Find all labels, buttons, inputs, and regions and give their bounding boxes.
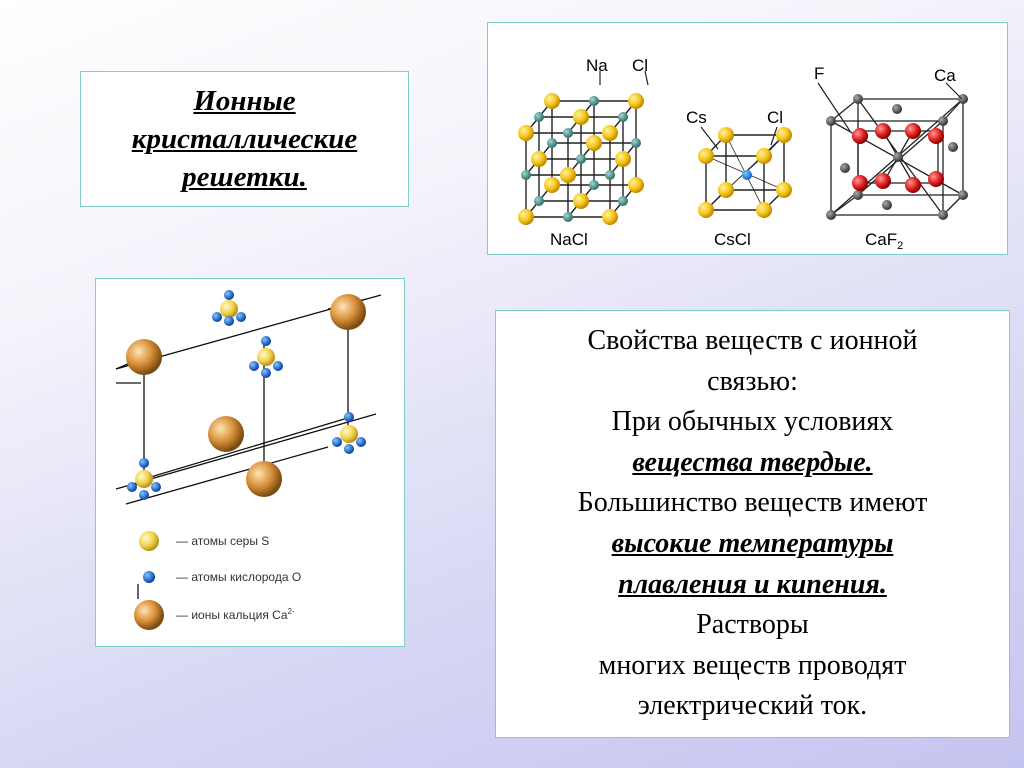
caf2-atom-label-ca: Ca xyxy=(934,66,956,85)
nacl-cl-atom xyxy=(560,167,576,183)
legend-calcium-text: — ионы кальция Ca xyxy=(176,608,288,622)
nacl-cl-atom xyxy=(573,193,589,209)
caf2-ca-pointer xyxy=(946,83,962,99)
nacl-cl-atom xyxy=(518,209,534,225)
nacl-cl-atom xyxy=(602,209,618,225)
nacl-na-atom xyxy=(631,138,641,148)
sulfate-lattice-figure xyxy=(96,279,404,646)
legend-sulfur-label: — атомы серы S xyxy=(176,534,270,548)
properties-line-8: Растворы xyxy=(696,609,809,641)
nacl-atom-label-na: Na xyxy=(586,56,608,75)
nacl-cl-atom xyxy=(628,93,644,109)
properties-emphasis-melting: плавления и кипения. xyxy=(618,568,887,600)
title-box xyxy=(80,71,409,207)
caf2-caption xyxy=(865,230,903,252)
sulfate-lattice-panel xyxy=(95,278,405,647)
nacl-cl-atom xyxy=(544,177,560,193)
cscl-atom-label-cl: Cl xyxy=(767,108,784,127)
nacl-na-atom xyxy=(534,112,544,122)
nacl-cl-atom xyxy=(615,151,631,167)
nacl-atoms xyxy=(518,93,644,225)
nacl-na-atom xyxy=(534,196,544,206)
nacl-na-atom xyxy=(605,170,615,180)
nacl-cl-atom xyxy=(531,151,547,167)
nacl-cl-atom xyxy=(602,125,618,141)
nacl-na-atom xyxy=(589,180,599,190)
nacl-na-atom xyxy=(563,212,573,222)
nacl-na-atom xyxy=(618,112,628,122)
properties-emphasis-solid: вещества твердые. xyxy=(632,446,873,478)
nacl-lattice xyxy=(518,56,648,249)
properties-line-3: При обычных условиях xyxy=(611,406,894,438)
nacl-na-atom xyxy=(618,196,628,206)
nacl-caption: NaCl xyxy=(550,230,588,249)
caf2-caption-main: CaF xyxy=(865,230,898,249)
lattice-figures xyxy=(488,23,1007,254)
nacl-cl-atom xyxy=(573,109,589,125)
nacl-cl-atom xyxy=(544,93,560,109)
caf2-atom-label-f: F xyxy=(814,64,825,83)
properties-line-2: связью: xyxy=(707,365,798,397)
cscl-cs-pointer xyxy=(701,127,718,149)
properties-line-9: многих веществ проводят xyxy=(598,649,907,681)
cscl-caption: CsCl xyxy=(714,230,751,249)
title-line-2: кристаллические xyxy=(131,123,358,155)
cscl-atom-label-cs: Cs xyxy=(686,108,707,127)
sulfate-legend xyxy=(134,531,301,630)
title-line-3: решетки. xyxy=(182,161,307,193)
page-title xyxy=(132,82,357,196)
properties-line-5: Большинство веществ имеют xyxy=(577,487,928,519)
caf2-lattice xyxy=(814,64,968,252)
legend-oxygen-label: — атомы кислорода O xyxy=(176,570,302,584)
nacl-cl-atom xyxy=(586,135,602,151)
nacl-atom-label-cl: Cl xyxy=(632,56,649,75)
nacl-na-atom xyxy=(563,128,573,138)
legend-oxygen-swatch xyxy=(143,571,155,583)
nacl-cl-atom xyxy=(628,177,644,193)
nacl-na-atom xyxy=(521,170,531,180)
legend-calcium-charge: 2- xyxy=(287,607,295,616)
nacl-na-atom xyxy=(589,96,599,106)
sulfate-atoms xyxy=(126,290,366,500)
nacl-cl-atom xyxy=(518,125,534,141)
cscl-lattice xyxy=(686,108,792,249)
sulfate-bonds xyxy=(116,295,381,599)
properties-line-1: Свойства веществ с ионной xyxy=(587,325,918,356)
properties-emphasis-temperature: высокие температуры xyxy=(611,527,894,559)
properties-line-10: электрический ток. xyxy=(637,690,868,722)
properties-panel xyxy=(495,310,1010,738)
nacl-na-atom xyxy=(576,154,586,164)
nacl-na-atom xyxy=(547,138,557,148)
legend-calcium-label xyxy=(176,607,295,622)
lattice-figures-panel xyxy=(487,22,1008,255)
title-line-1: Ионные xyxy=(193,85,296,117)
legend-sulfur-swatch xyxy=(139,531,159,551)
legend-calcium-swatch xyxy=(134,600,164,630)
caf2-caption-sub: 2 xyxy=(897,240,904,252)
